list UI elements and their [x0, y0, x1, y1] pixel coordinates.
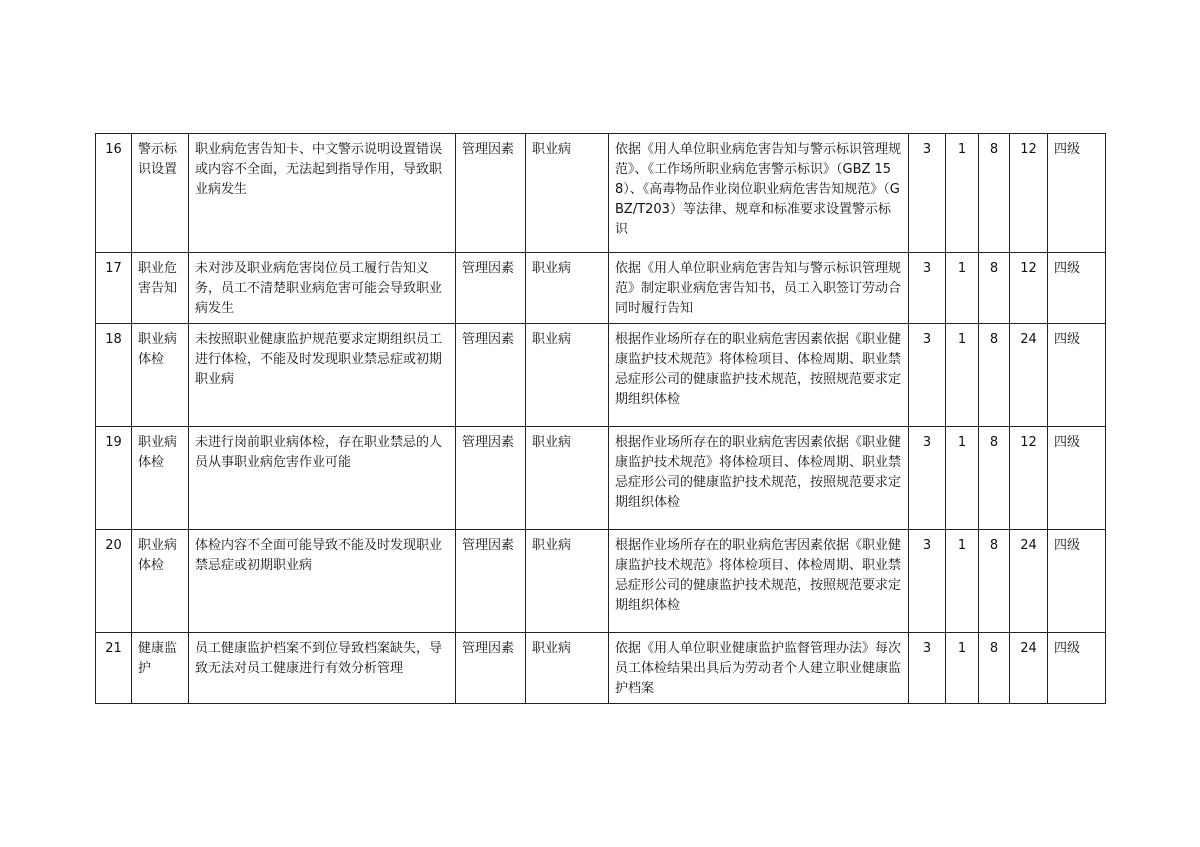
row-number: 21	[96, 633, 132, 704]
e-value-cell: 1	[946, 324, 979, 427]
basis-cell: 依据《用人单位职业病危害告知与警示标识管理规范》制定职业病危害告知书，员工入职签订劳动合同时履行告知	[609, 253, 909, 324]
consequence-cell: 职业病	[526, 253, 609, 324]
table-row	[96, 633, 1106, 704]
hazard-cell: 员工健康监护档案不到位导致档案缺失，导致无法对员工健康进行有效分析管理	[189, 633, 456, 704]
factor-cell: 管理因素	[456, 253, 526, 324]
e-value-cell: 1	[946, 633, 979, 704]
item-cell: 职业危害告知	[132, 253, 189, 324]
c-value-cell: 8	[979, 134, 1010, 253]
table-row	[96, 253, 1106, 324]
d-value-cell: 12	[1010, 134, 1048, 253]
factor-cell: 管理因素	[456, 134, 526, 253]
table-row	[96, 427, 1106, 530]
hazard-cell: 未进行岗前职业病体检，存在职业禁忌的人员从事职业病危害作业可能	[189, 427, 456, 530]
e-value-cell: 1	[946, 530, 979, 633]
basis-cell: 根据作业场所存在的职业病危害因素依据《职业健康监护技术规范》将体检项目、体检周期、职业禁忌症形公司的健康监护技术规范，按照规范要求定期组织体检	[609, 324, 909, 427]
risk-level-cell: 四级	[1048, 324, 1106, 427]
item-cell: 职业病体检	[132, 427, 189, 530]
basis-cell: 依据《用人单位职业病危害告知与警示标识管理规范》、《工作场所职业病危害警示标识》（GBZ 158）、《高毒物品作业岗位职业病危害告知规范》（GBZ/T203）等法律、规章和标准要求设置警示标识	[609, 134, 909, 253]
risk-level-cell: 四级	[1048, 633, 1106, 704]
d-value-cell: 12	[1010, 253, 1048, 324]
basis-cell: 依据《用人单位职业健康监护监督管理办法》每次员工体检结果出具后为劳动者个人建立职业健康监护档案	[609, 633, 909, 704]
factor-cell: 管理因素	[456, 530, 526, 633]
l-value-cell: 3	[909, 427, 946, 530]
c-value-cell: 8	[979, 324, 1010, 427]
row-number: 18	[96, 324, 132, 427]
hazard-cell: 未按照职业健康监护规范要求定期组织员工进行体检，不能及时发现职业禁忌症或初期职业病	[189, 324, 456, 427]
e-value-cell: 1	[946, 253, 979, 324]
l-value-cell: 3	[909, 633, 946, 704]
hazard-cell: 职业病危害告知卡、中文警示说明设置错误或内容不全面，无法起到指导作用，导致职业病发生	[189, 134, 456, 253]
risk-assessment-table	[95, 133, 1106, 704]
factor-cell: 管理因素	[456, 633, 526, 704]
item-cell: 警示标识设置	[132, 134, 189, 253]
basis-cell: 根据作业场所存在的职业病危害因素依据《职业健康监护技术规范》将体检项目、体检周期、职业禁忌症形公司的健康监护技术规范，按照规范要求定期组织体检	[609, 427, 909, 530]
c-value-cell: 8	[979, 530, 1010, 633]
table-row	[96, 530, 1106, 633]
c-value-cell: 8	[979, 253, 1010, 324]
row-number: 19	[96, 427, 132, 530]
d-value-cell: 24	[1010, 324, 1048, 427]
c-value-cell: 8	[979, 633, 1010, 704]
consequence-cell: 职业病	[526, 427, 609, 530]
row-number: 16	[96, 134, 132, 253]
consequence-cell: 职业病	[526, 324, 609, 427]
d-value-cell: 24	[1010, 530, 1048, 633]
e-value-cell: 1	[946, 427, 979, 530]
c-value-cell: 8	[979, 427, 1010, 530]
factor-cell: 管理因素	[456, 427, 526, 530]
l-value-cell: 3	[909, 253, 946, 324]
l-value-cell: 3	[909, 324, 946, 427]
risk-level-cell: 四级	[1048, 134, 1106, 253]
e-value-cell: 1	[946, 134, 979, 253]
table-row	[96, 134, 1106, 253]
consequence-cell: 职业病	[526, 530, 609, 633]
hazard-cell: 体检内容不全面可能导致不能及时发现职业禁忌症或初期职业病	[189, 530, 456, 633]
row-number: 17	[96, 253, 132, 324]
row-number: 20	[96, 530, 132, 633]
hazard-cell: 未对涉及职业病危害岗位员工履行告知义务，员工不清楚职业病危害可能会导致职业病发生	[189, 253, 456, 324]
d-value-cell: 24	[1010, 633, 1048, 704]
l-value-cell: 3	[909, 530, 946, 633]
item-cell: 职业病体检	[132, 530, 189, 633]
item-cell: 健康监护	[132, 633, 189, 704]
table-row	[96, 324, 1106, 427]
consequence-cell: 职业病	[526, 633, 609, 704]
item-cell: 职业病体检	[132, 324, 189, 427]
risk-level-cell: 四级	[1048, 253, 1106, 324]
risk-level-cell: 四级	[1048, 530, 1106, 633]
factor-cell: 管理因素	[456, 324, 526, 427]
l-value-cell: 3	[909, 134, 946, 253]
basis-cell: 根据作业场所存在的职业病危害因素依据《职业健康监护技术规范》将体检项目、体检周期、职业禁忌症形公司的健康监护技术规范，按照规范要求定期组织体检	[609, 530, 909, 633]
risk-level-cell: 四级	[1048, 427, 1106, 530]
consequence-cell: 职业病	[526, 134, 609, 253]
d-value-cell: 12	[1010, 427, 1048, 530]
